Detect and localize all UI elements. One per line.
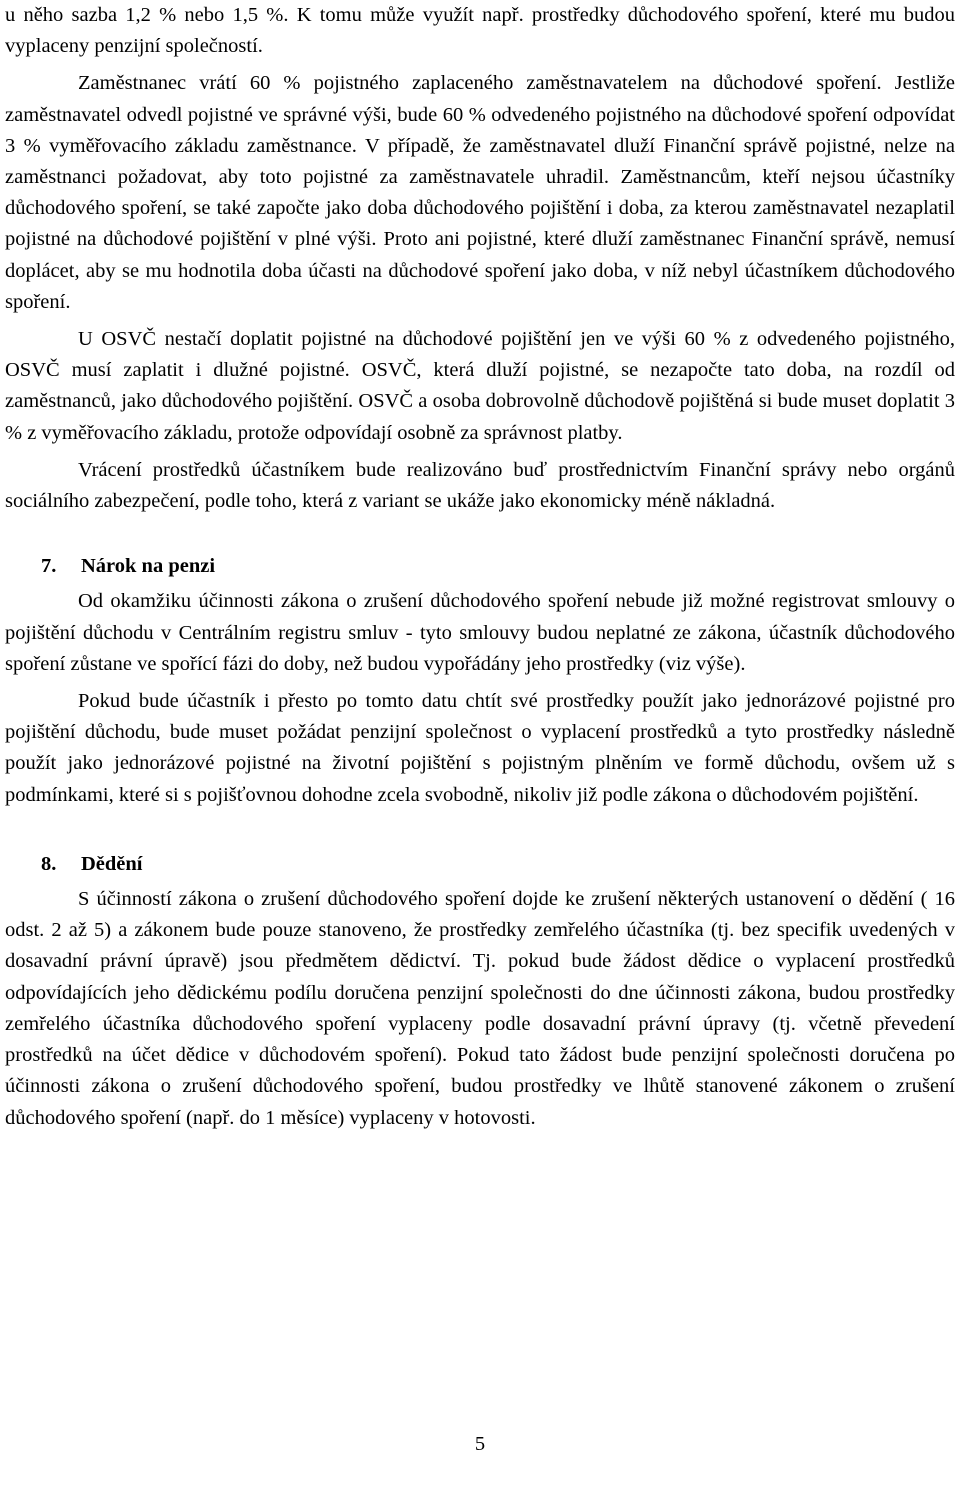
section-number: 7. [41,555,57,578]
section-title: Dědění [81,852,143,875]
paragraph-continuation: u něho sazba 1,2 % nebo 1,5 %. K tomu může využít např. prostředky důchodového spoření, které mu budou vyplaceny penzijní společností. [5,4,955,58]
section-number: 8. [41,852,57,875]
section-heading-7 [5,551,955,582]
paragraph-inheritance: S účinností zákona o zrušení důchodového spoření dojde ke zrušení některých ustanovení o dědění ( 16 odst. 2 až 5) a zákonem bude pouze stanoveno, že prostředky zemřelého účastníka (tj. bez specifik uvedených v dosavadní právní úpravě) jsou předmětem dědictví. Tj. pokud bude žádost dědice o vyplacení prostředků odpovídajících jeho dědickému podílu doručena penzijní společnosti do dne účinnosti zákona, budou prostředky zemřelého účastníka důchodového spoření vyplaceny podle dosavadní právní úpravy (tj. včetně převedení prostředků na účet dědice v důchodovém spoření). Pokud tato žádost bude penzijní společnosti doručena po účinnosti zákona o zrušení důchodového spoření, budou prostředky ve lhůtě stanovené zákonem o zrušení důchodového spoření (např. do 1 měsíce) vyplaceny v hotovosti. [5,888,955,1129]
paragraph-refund-method: Vrácení prostředků účastníkem bude realizováno buď prostřednictvím Finanční správy nebo orgánů sociálního zabezpečení, podle toho, která z variant se ukáže jako ekonomicky méně nákladná. [5,458,955,513]
paragraph-single-premium: Pokud bude účastník i přesto po tomto datu chtít své prostředky použít jako jednorázové pojistné pro pojištění důchodu, bude muset požádat penzijní společnost o vyplacení prostředků a tyto prostředky následně použít jako jednorázové pojistné na životní pojištění s pojistným plněním ve formě důchodu, ovšem už s podmínkami, které si s pojišťovnou dohodne zcela svobodně, nikoliv již podle zákona o důchodovém pojištění. [5,690,955,806]
document-page [5,0,955,1134]
page-number: 5 [474,1433,486,1455]
paragraph-pension-claim: Od okamžiku účinnosti zákona o zrušení důchodového spoření nebude již možné registrovat smlouvy o pojištění důchodu v Centrálním registru smluv - tyto smlouvy budou neplatné ze zákona, účastník důchodového spoření zůstane ve spořící fázi do doby, než budou vypořádány jeho prostředky (viz výše). [5,590,955,675]
section-heading-8 [5,849,955,880]
paragraph-osvc: U OSVČ nestačí doplatit pojistné na důchodové pojištění jen ve výši 60 % z odvedeného pojistného, OSVČ musí zaplatit i dlužné pojistné. OSVČ, která dluží pojistné, se nezapočte tato doba, na rozdíl od zaměstnanců, jako důchodového pojištění. OSVČ a osoba dobrovolně důchodově pojištěná si bude muset doplatit 3 % z vyměřovacího základu, protože odpovídají osobně za správnost platby. [5,328,955,444]
section-title: Nárok na penzi [81,555,216,578]
paragraph-employee-refund: Zaměstnanec vrátí 60 % pojistného zaplaceného zaměstnavatelem na důchodové spoření. Jestliže zaměstnavatel odvedl pojistné ve správné výši, bude 60 % odvedeného pojistného na důchodové spoření odpovídat 3 % vyměřovacího základu zaměstnance. V případě, že zaměstnavatel dluží Finanční správě pojistné, nelze na zaměstnanci požadovat, aby toto pojistné za zaměstnavatele uhradil. Zaměstnancům, kteří nejsou účastníky důchodového spoření, se také započte jako doba důchodového pojištění i doba, za kterou zaměstnavatel nezaplatil pojistné na důchodové pojištění v plné výši. Proto ani pojistné, které dluží zaměstnanec Finanční správě, nemusí doplácet, aby se mu hodnotila doba účasti na důchodové spoření jako doba, v níž nebyl účastníkem důchodového spoření. [5,72,955,313]
